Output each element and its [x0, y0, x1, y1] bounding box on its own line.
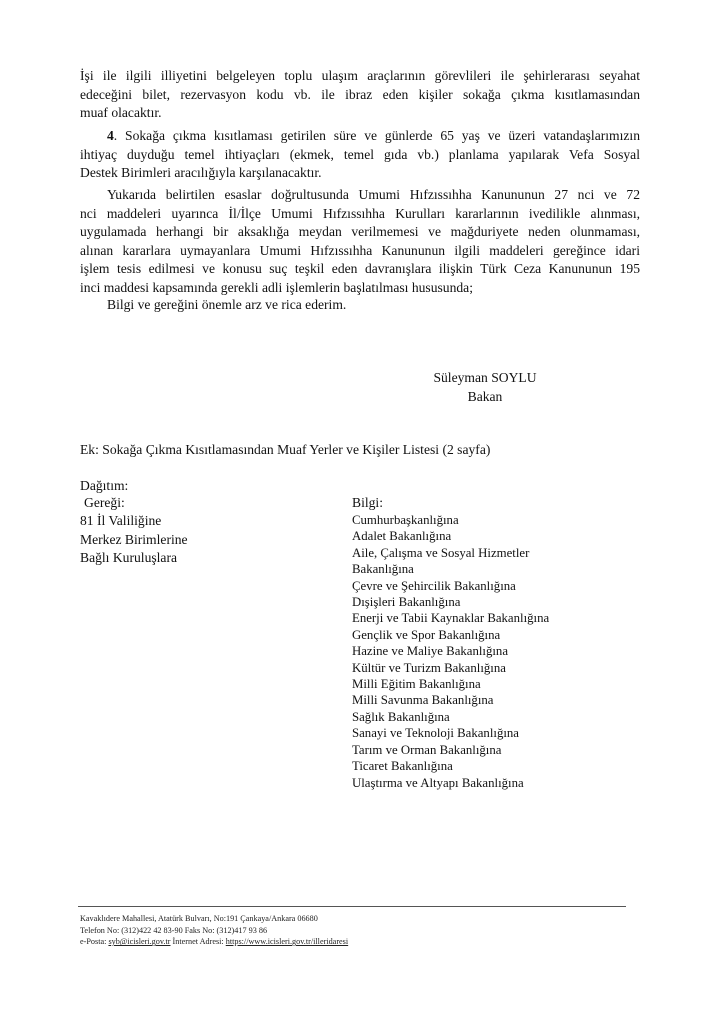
email-link[interactable]: syb@icisleri.gov.tr	[108, 937, 171, 947]
list-item: Ticaret Bakanlığına	[352, 759, 453, 774]
email-label: e-Posta:	[80, 937, 109, 947]
distribution-heading: Dağıtım:	[80, 478, 129, 493]
list-item: Tarım ve Orman Bakanlığına	[352, 742, 502, 757]
list-item: Milli Eğitim Bakanlığına	[352, 677, 481, 692]
list-item: Bağlı Kuruluşlara	[80, 550, 178, 565]
list-item: Enerji ve Tabii Kaynaklar Bakanlığına	[352, 611, 550, 626]
bilgi-list	[352, 512, 612, 791]
text-line: inci maddesi kapsamında gerekli adli işlemlerin başlatılması hususunda;	[80, 279, 473, 295]
text-line: Bilgi ve gereğini önemle arz ve rica ederim.	[107, 297, 347, 312]
text-line	[80, 127, 640, 146]
list-item: Gençlik ve Spor Bakanlığına	[352, 627, 501, 642]
text-line-content: . Sokağa çıkma kısıtlaması getirilen süre ve günlerde 65 yaş ve üzeri vatandaşlarımızın	[113, 128, 640, 143]
footer-address: Kavaklıdere Mahallesi, Atatürk Bulvarı, No:191 Çankaya/Ankara 06680	[80, 914, 318, 923]
gereg-list	[80, 512, 188, 568]
list-item: Merkez Birimlerine	[80, 531, 188, 547]
list-item: Adalet Bakanlığına	[352, 529, 452, 544]
paragraph-item-4	[80, 127, 640, 183]
text-line: edeceğini bilet, rezervasyon kodu vb. ile ibraz eden kişiler sokağa çıkma kısıtlamasından	[80, 86, 640, 102]
signatory-title: Bakan	[467, 388, 503, 404]
text-line: işlem tesis edilmesi ve konusu suç teşkil eden davranışlara ilişkin Türk Ceza Kanununun 195	[80, 261, 640, 276]
footer-divider	[78, 906, 626, 907]
signatory-name: Süleyman SOYLU	[433, 370, 537, 385]
list-item: Aile, Çalışma ve Sosyal Hizmetler	[352, 545, 530, 560]
text-line: alınan kararlara uymayanlara Umumi Hıfzıssıhha Kanununun ilgili maddeleri gereğince idari	[80, 242, 640, 258]
text-line: nci maddeleri uyarınca İl/İlçe Umumi Hıfzıssıhha Kurulları kararlarının ivedilikle alınması,	[80, 205, 640, 221]
list-item: Bakanlığına	[352, 562, 414, 577]
list-item: Milli Savunma Bakanlığına	[352, 693, 494, 708]
text-line: muaf olacaktır.	[80, 105, 162, 120]
footer-contact	[80, 936, 348, 948]
text-line: uygulamada herhangi bir aksaklığa meydan verilmemesi ve mağduriyete neden olunmaması,	[80, 224, 640, 239]
footer	[80, 913, 348, 948]
text-line: Destek Birimleri aracılığıyla karşılanacaktır.	[80, 165, 322, 180]
list-item: Cumhurbaşkanlığına	[352, 513, 459, 527]
list-item: Ulaştırma ve Altyapı Bakanlığına	[352, 775, 524, 790]
footer-phone: Telefon No: (312)422 42 83-90 Faks No: (312)417 93 86	[80, 925, 268, 935]
text-line: İşi ile ilgili illiyetini belgeleyen toplu ulaşım araçlarının görevlileri ile şehirlerarası seyahat	[80, 68, 640, 83]
list-item: Hazine ve Maliye Bakanlığına	[352, 644, 508, 659]
paragraph-legal-basis	[80, 186, 640, 297]
list-item: Dışişleri Bakanlığına	[352, 595, 461, 610]
list-item: Sağlık Bakanlığına	[352, 709, 450, 724]
paragraph-continuation	[80, 67, 640, 123]
text-line: ihtiyaç duyduğu temel ihtiyaçları (ekmek, temel gıda vb.) planlama yapılarak Vefa Sosyal	[80, 146, 640, 162]
web-link[interactable]: https://www.icisleri.gov.tr/illeridaresi	[225, 937, 349, 947]
paragraph-closing	[80, 296, 640, 315]
list-item: 81 İl Valiliğine	[80, 513, 162, 528]
item-number: 4	[107, 128, 114, 143]
signature-block	[410, 369, 560, 406]
list-item: Kültür ve Turizm Bakanlığına	[352, 660, 506, 675]
text-line: Yukarıda belirtilen esaslar doğrultusunda Umumi Hıfzıssıhha Kanununun 27 nci ve 72	[107, 187, 640, 202]
list-item: Çevre ve Şehircilik Bakanlığına	[352, 578, 516, 593]
bilgi-heading: Bilgi:	[352, 495, 383, 510]
web-label: İnternet Adresi:	[170, 937, 226, 947]
attachment-line: Ek: Sokağa Çıkma Kısıtlamasından Muaf Yerler ve Kişiler Listesi (2 sayfa)	[80, 442, 491, 457]
list-item: Sanayi ve Teknoloji Bakanlığına	[352, 726, 519, 741]
gereg-heading: Gereği:	[84, 495, 125, 510]
